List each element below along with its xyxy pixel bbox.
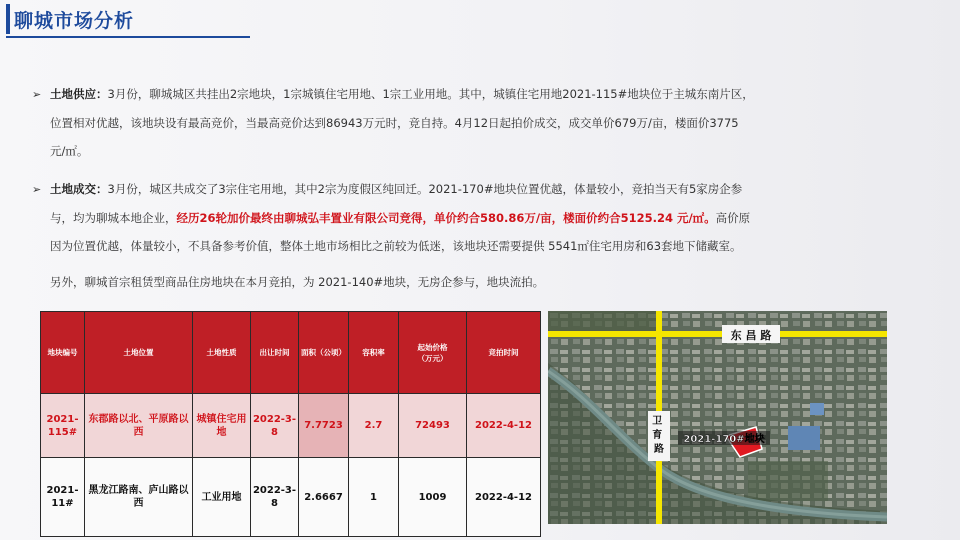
land-supply-paragraph <box>32 80 902 165</box>
land-deal-paragraph <box>32 175 902 260</box>
satellite-map <box>548 311 887 524</box>
table-cell: 2022-4-12 <box>467 394 541 458</box>
satellite-map-graphic <box>548 311 887 524</box>
table-row <box>41 394 541 458</box>
parcel-label: 2021-170#地块 <box>683 434 765 445</box>
table-cell: 7.7723 <box>299 394 349 458</box>
table-header-cell: 起始价格 （万元） <box>399 312 467 394</box>
table-cell: 工业用地 <box>193 458 251 537</box>
table-cell: 2022-4-12 <box>467 458 541 537</box>
table-header-cell: 容积率 <box>349 312 399 394</box>
page-title: 聊城市场分析 <box>14 10 135 32</box>
table-header-cell: 土地性质 <box>193 312 251 394</box>
table-cell: 2022-3-8 <box>251 394 299 458</box>
table-cell: 2.6667 <box>299 458 349 537</box>
table-cell: 2.7 <box>349 394 399 458</box>
arrow-right-icon: ➢ <box>32 183 42 196</box>
land-deal-highlight: 经历26轮加价最终由聊城弘丰置业有限公司竞得，单价约合580.86万/亩，楼面价约合5125.24 元/㎡。 <box>176 211 716 225</box>
table-header-row <box>41 312 541 394</box>
table-cell: 2021-115# <box>41 394 85 458</box>
table-cell: 1 <box>349 458 399 537</box>
table-header-cell: 竞拍时间 <box>467 312 541 394</box>
arrow-right-icon: ➢ <box>32 88 42 101</box>
land-supply-line3: 元/㎡。 <box>50 144 89 158</box>
land-deal-lead: 土地成交： <box>50 182 108 196</box>
road-label-left-char: 育 <box>652 430 663 441</box>
land-deal-line2-post: 高价原 <box>715 211 751 225</box>
land-deal-line2-pre: 与，均为聊城本地企业， <box>50 211 177 225</box>
table-row <box>41 458 541 537</box>
land-deal-line1: 3月份，城区共成交了3宗住宅用地，其中2宗为度假区纯回迁。2021-170#地块位置优越，体量较小，竞拍当天有5家房企参 <box>107 182 743 196</box>
table-header-cell: 面积（公顷） <box>299 312 349 394</box>
road-label-left-char: 卫 <box>652 416 663 427</box>
table-cell: 东郡路以北、平原路以西 <box>85 394 193 458</box>
table-header-cell: 出让时间 <box>251 312 299 394</box>
table-header-cell: 土地位置 <box>85 312 193 394</box>
land-table <box>40 311 541 537</box>
road-label-left-char: 路 <box>654 444 664 455</box>
land-supply-line1: 3月份，聊城城区共挂出2宗地块，1宗城镇住宅用地、1宗工业用地。其中，城镇住宅用地2021-115#地块位于主城东南片区， <box>107 87 754 101</box>
title-bar <box>0 0 960 42</box>
table-cell: 黑龙江路南、庐山路以西 <box>85 458 193 537</box>
table-cell: 72493 <box>399 394 467 458</box>
table-cell: 1009 <box>399 458 467 537</box>
road-label-top: 东 昌 路 <box>730 329 772 342</box>
land-deal-line2 <box>32 204 902 232</box>
land-deal-line3: 因为位置优越，体量较小，不具备参考价值，整体土地市场相比之前较为低迷，该地块还需要提供 5541㎡住宅用房和63套地下储藏室。 <box>50 239 742 253</box>
title-underline <box>6 36 250 38</box>
extra-paragraph: 另外，聊城首宗租赁型商品住房地块在本月竞拍，为 2021-140#地块，无房企参与，地块流拍。 <box>50 275 545 289</box>
land-supply-lead: 土地供应： <box>50 87 108 101</box>
table-header-cell: 地块编号 <box>41 312 85 394</box>
land-supply-line2: 位置相对优越，该地块设有最高竞价，当最高竞价达到86943万元时，竞自持。4月12日起拍价成交，成交单价679万/亩，楼面价3775 <box>50 116 739 130</box>
table-cell: 城镇住宅用地 <box>193 394 251 458</box>
road-label-left <box>652 415 665 455</box>
table-cell: 2021-11# <box>41 458 85 537</box>
title-accent-bar <box>6 4 10 34</box>
table-cell: 2022-3-8 <box>251 458 299 537</box>
